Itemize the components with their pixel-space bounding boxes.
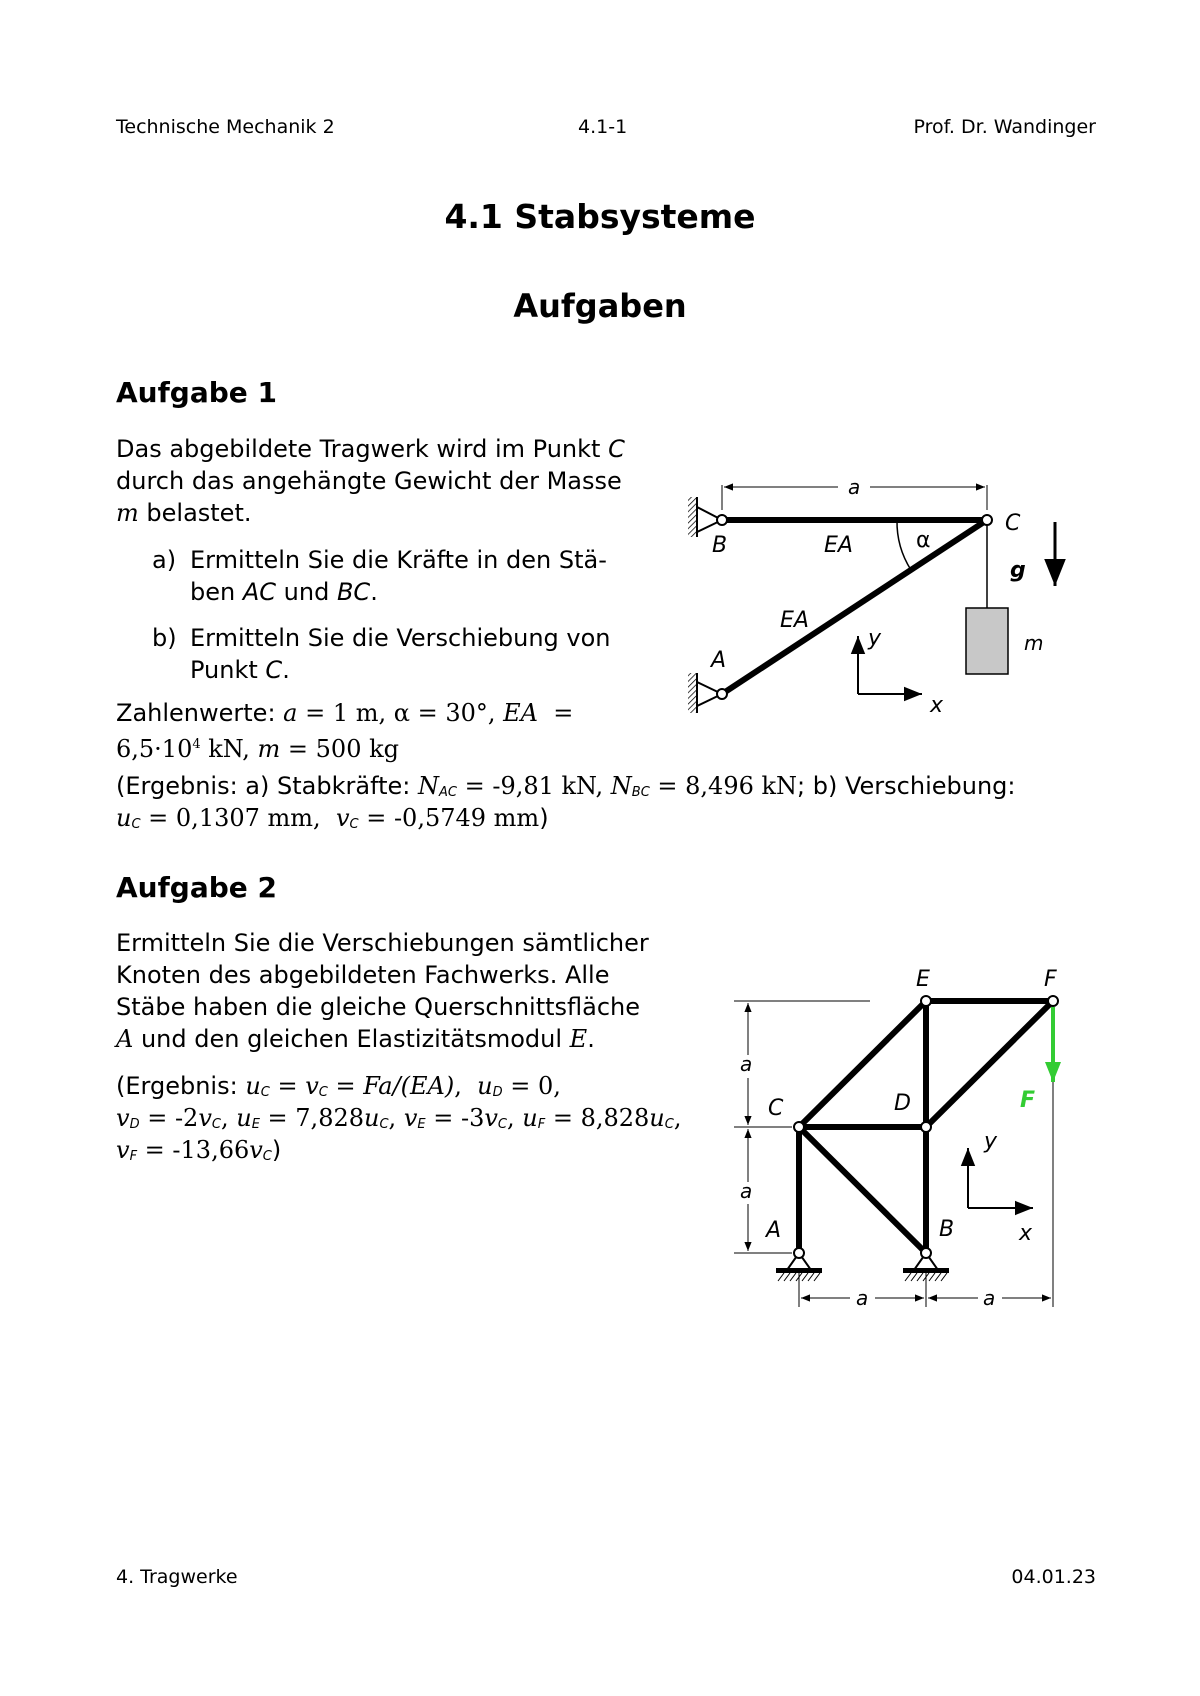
- comma3: ,: [388, 1104, 404, 1132]
- task2-line4: und den gleichen Elastizitätsmodul: [133, 1025, 570, 1053]
- label-y: y: [984, 1129, 998, 1154]
- task2-heading: Aufgabe 2: [116, 871, 277, 904]
- item-a-ben: ben: [190, 578, 243, 606]
- label-a-point: A: [711, 648, 727, 673]
- item-a-text-2: [190, 576, 378, 608]
- values-text-1: = 1 m, α = 30°,: [305, 699, 496, 727]
- task1-result-line2: [116, 802, 549, 841]
- vd-value: = -2: [139, 1104, 199, 1132]
- header-course: Technische Mechanik 2: [116, 116, 335, 138]
- ue-value: = 7,828: [259, 1104, 364, 1132]
- page-subtitle: Aufgaben: [513, 287, 687, 325]
- item-a-und: und: [276, 578, 337, 606]
- task2-result-label: (Ergebnis:: [116, 1072, 246, 1100]
- uc-symbol-2: uC: [245, 1072, 270, 1100]
- joint-e: [921, 996, 931, 1006]
- task1-intro-text: Das abgebildete Tragwerk wird im Punkt: [116, 435, 609, 463]
- joint-b: [921, 1248, 931, 1258]
- ve-value: = -3: [425, 1104, 485, 1132]
- footer-chapter: 4. Tragwerke: [116, 1566, 238, 1588]
- uf-value: = 8,828: [545, 1104, 650, 1132]
- label-b: B: [712, 533, 728, 558]
- result-nbc: = 8,496 kN: [649, 772, 798, 800]
- values-label: Zahlenwerte:: [116, 699, 284, 727]
- task1-intro-text-2: durch das angehängte Gewicht der Masse: [116, 467, 622, 495]
- dim-a-label: a: [848, 475, 861, 499]
- item-b-text-2: [190, 654, 290, 686]
- task1-values-line2: [116, 729, 399, 765]
- label-x: x: [930, 693, 944, 718]
- page-title: 4.1 Stabsysteme: [444, 197, 756, 236]
- header-author: Prof. Dr. Wandinger: [913, 116, 1096, 138]
- result-uc: = 0,1307 mm,: [140, 804, 321, 832]
- a-symbol: a: [283, 699, 298, 727]
- uf-symbol: uF: [522, 1104, 546, 1132]
- item-b-text: Ermitteln Sie die Verschiebung von: [190, 624, 611, 652]
- vc-ref-2: vC: [484, 1104, 507, 1132]
- vc-ref-1: vC: [198, 1104, 221, 1132]
- uc-ref-2: uC: [649, 1104, 674, 1132]
- label-alpha: α: [916, 528, 931, 553]
- result-close: ): [539, 804, 549, 832]
- task2-line4-dot: .: [587, 1025, 595, 1053]
- point-c-label-b: C: [265, 656, 283, 684]
- task1-intro: [116, 433, 676, 529]
- item-a-dot: .: [370, 578, 378, 606]
- fa-ea-expr: Fa/(EA): [363, 1072, 455, 1100]
- joint-a: [794, 1248, 804, 1258]
- support-a-base: [776, 1268, 822, 1273]
- mass-symbol: m: [116, 499, 139, 527]
- comma4: ,: [506, 1104, 523, 1132]
- bar-cb: [799, 1127, 926, 1253]
- uc-ref-1: uC: [364, 1104, 389, 1132]
- values-kn: kN,: [200, 735, 258, 763]
- label-c: C: [1005, 511, 1021, 536]
- task2-text: [116, 927, 649, 1055]
- header-page-number: 4.1-1: [578, 116, 628, 138]
- comma1: ,: [454, 1072, 462, 1100]
- values-exp: 4: [192, 737, 201, 752]
- joint-c: [794, 1122, 804, 1132]
- joint-b: [717, 515, 727, 525]
- figure-truss-2: [720, 950, 1080, 1320]
- values-eq: =: [553, 699, 574, 727]
- vf-value: = -13,66: [137, 1136, 250, 1164]
- label-c: C: [768, 1096, 784, 1121]
- label-a-vert-1: a: [740, 1052, 753, 1076]
- label-a: A: [766, 1218, 782, 1243]
- ud-symbol: uD: [477, 1072, 503, 1100]
- item-b-label: b): [152, 624, 177, 652]
- ud-value: = 0,: [502, 1072, 561, 1100]
- label-y: y: [868, 626, 882, 651]
- vc-ref-3: vC: [249, 1136, 272, 1164]
- uc-symbol: uC: [116, 804, 141, 832]
- eq2: =: [327, 1072, 364, 1100]
- task2-line2: Knoten des abgebildeten Fachwerks. Alle: [116, 961, 610, 989]
- eq1: =: [269, 1072, 306, 1100]
- joint-a: [717, 689, 727, 699]
- item-a-text: Ermitteln Sie die Kräfte in den Stä-: [190, 546, 607, 574]
- point-c-label: C: [608, 435, 625, 463]
- m-symbol: m: [257, 735, 281, 763]
- angle-arc: [897, 520, 911, 570]
- vc-symbol-2: vC: [305, 1072, 328, 1100]
- nbc-symbol: NBC: [610, 772, 650, 800]
- task2-result-line3: [116, 1134, 281, 1173]
- bar-ac: [722, 520, 987, 694]
- label-m: m: [1024, 631, 1044, 655]
- result-close-2: ): [271, 1136, 282, 1164]
- vd-symbol: vD: [116, 1104, 140, 1132]
- bar-bc-label: BC: [336, 578, 371, 606]
- values-ea: 6,5·10: [116, 735, 193, 763]
- task2-line1: Ermitteln Sie die Verschiebungen sämtlicher: [116, 929, 649, 957]
- e-modulus-symbol: E: [569, 1025, 588, 1053]
- label-ea-bc: EA: [824, 533, 853, 558]
- result-text-b: ; b) Verschiebung:: [797, 772, 1016, 800]
- label-d: D: [894, 1091, 911, 1116]
- comma2: ,: [220, 1104, 237, 1132]
- result-label: (Ergebnis: a) Stabkräfte:: [116, 772, 418, 800]
- ve-symbol: vE: [403, 1104, 426, 1132]
- result-vc: = -0,5749 mm: [358, 804, 540, 832]
- vc-symbol: vC: [335, 804, 359, 832]
- comma5: ,: [673, 1104, 682, 1132]
- item-b-dot: .: [282, 656, 290, 684]
- label-a-vert-2: a: [740, 1179, 753, 1203]
- vf-symbol: vF: [116, 1136, 138, 1164]
- label-ea-ac: EA: [780, 608, 809, 633]
- joint-c: [982, 515, 992, 525]
- mass-block: [966, 608, 1008, 674]
- label-f: F: [1044, 967, 1057, 992]
- wall-a-hatch: [688, 673, 696, 713]
- a-area-symbol: A: [116, 1025, 134, 1053]
- ue-symbol: uE: [236, 1104, 260, 1132]
- task2-line3: Stäbe haben die gleiche Querschnittsfläche: [116, 993, 641, 1021]
- label-e: E: [916, 967, 930, 992]
- values-mass: = 500 kg: [280, 735, 400, 763]
- task1-intro-text-3: belastet.: [138, 499, 252, 527]
- label-g: g: [1010, 558, 1026, 583]
- label-load-f: F: [1020, 1088, 1036, 1113]
- figure-truss-1: [680, 460, 1080, 730]
- ea-symbol: EA: [503, 699, 539, 727]
- label-a-horiz-2: a: [983, 1286, 996, 1310]
- task1-values-line1: [116, 697, 573, 729]
- item-b-punkt: Punkt: [190, 656, 266, 684]
- footer-date: 04.01.23: [1011, 1566, 1096, 1588]
- task1-heading: Aufgabe 1: [116, 376, 277, 409]
- item-a-label: a): [152, 546, 177, 574]
- support-b-base: [903, 1268, 949, 1273]
- wall-b-hatch: [688, 497, 696, 537]
- nac-symbol: NAC: [417, 772, 457, 800]
- joint-f: [1048, 996, 1058, 1006]
- joint-d: [921, 1122, 931, 1132]
- bar-ac-label: AC: [242, 578, 277, 606]
- label-a-horiz-1: a: [856, 1286, 869, 1310]
- label-b: B: [939, 1217, 955, 1242]
- result-nac: = -9,81 kN,: [456, 772, 611, 800]
- label-x: x: [1019, 1221, 1033, 1246]
